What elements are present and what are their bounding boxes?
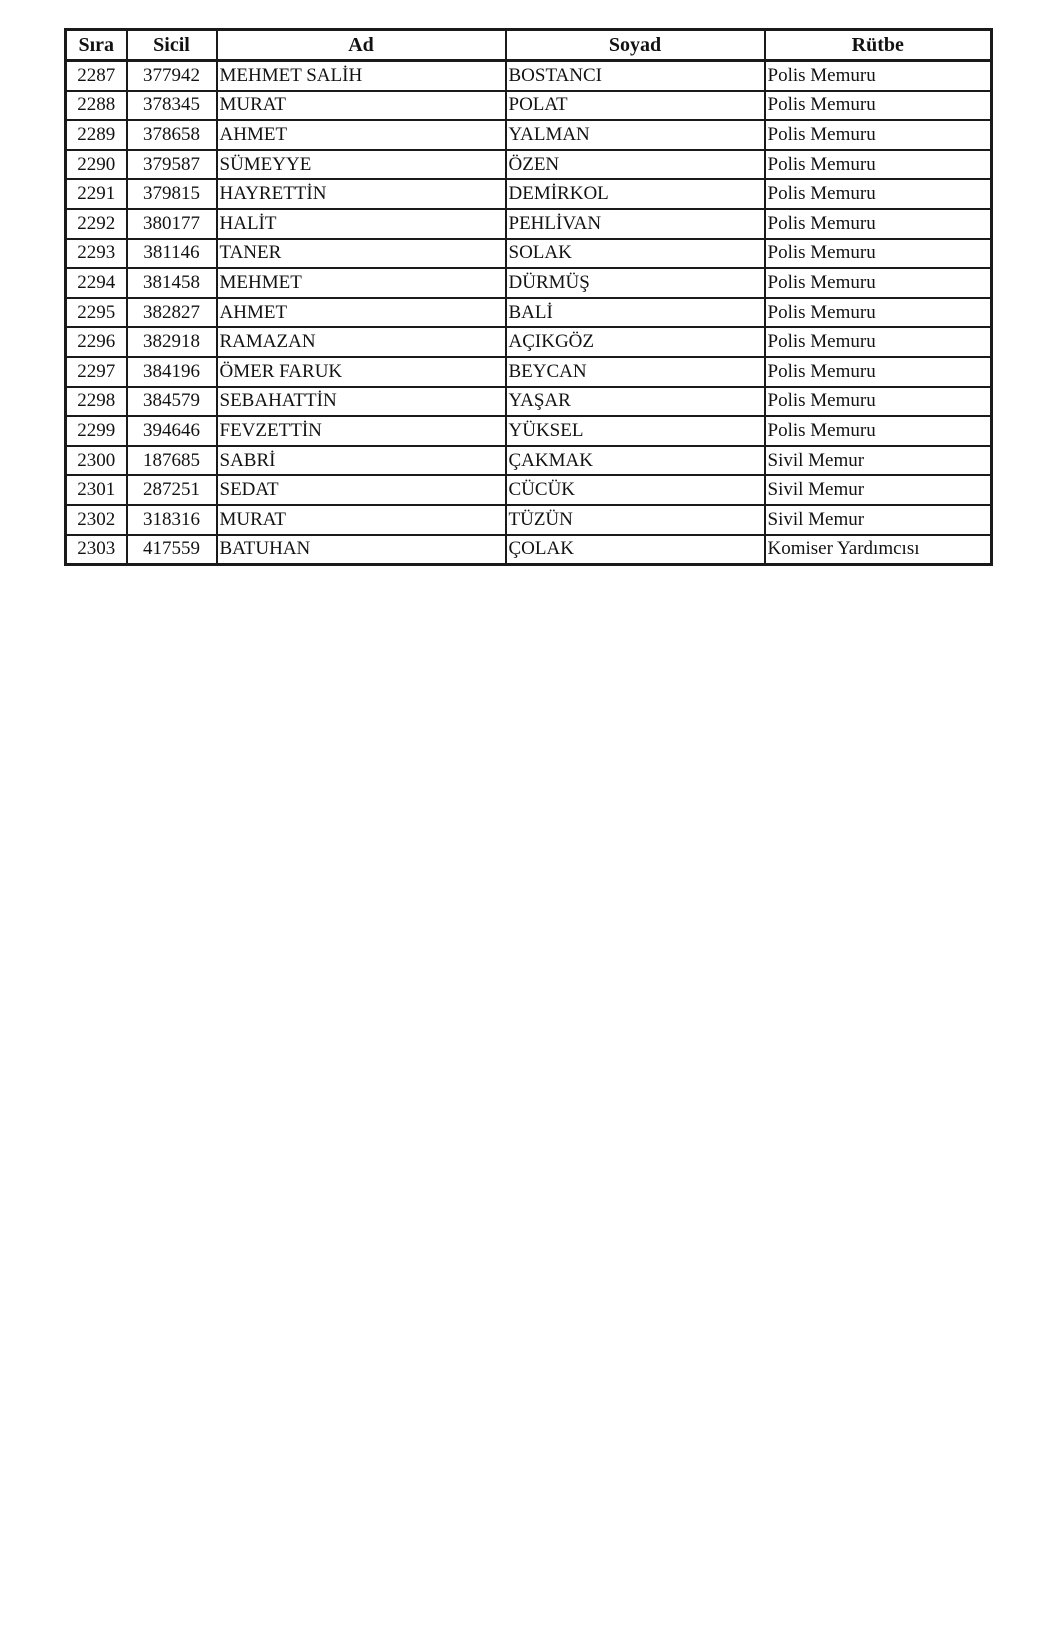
cell-sira: 2295 [66,298,127,328]
cell-rutbe: Polis Memuru [765,298,992,328]
cell-rutbe: Polis Memuru [765,150,992,180]
cell-sira: 2294 [66,268,127,298]
cell-sicil: 380177 [127,209,217,239]
cell-sicil: 394646 [127,416,217,446]
table-row [66,475,992,505]
cell-rutbe: Polis Memuru [765,239,992,269]
cell-sira: 2293 [66,239,127,269]
cell-soyad: ÖZEN [506,150,765,180]
cell-sicil: 384579 [127,387,217,417]
cell-ad: RAMAZAN [217,327,506,357]
cell-soyad: BALİ [506,298,765,328]
table-body [66,61,992,565]
cell-soyad: BOSTANCI [506,61,765,91]
cell-ad: MURAT [217,505,506,535]
table-row [66,61,992,91]
cell-rutbe: Sivil Memur [765,475,992,505]
cell-ad: FEVZETTİN [217,416,506,446]
table-row [66,298,992,328]
cell-sira: 2292 [66,209,127,239]
cell-ad: MURAT [217,91,506,121]
table-row [66,446,992,476]
cell-rutbe: Polis Memuru [765,357,992,387]
cell-soyad: SOLAK [506,239,765,269]
cell-rutbe: Komiser Yardımcısı [765,535,992,565]
cell-sicil: 384196 [127,357,217,387]
cell-soyad: PEHLİVAN [506,209,765,239]
cell-sira: 2287 [66,61,127,91]
cell-sicil: 382918 [127,327,217,357]
table-row [66,209,992,239]
cell-rutbe: Sivil Memur [765,446,992,476]
table-row [66,91,992,121]
cell-ad: SEBAHATTİN [217,387,506,417]
column-header-rutbe: Rütbe [765,30,992,61]
cell-sira: 2300 [66,446,127,476]
cell-sira: 2298 [66,387,127,417]
cell-sicil: 378345 [127,91,217,121]
cell-rutbe: Polis Memuru [765,416,992,446]
table-row [66,239,992,269]
cell-soyad: BEYCAN [506,357,765,387]
cell-soyad: DEMİRKOL [506,179,765,209]
table-row [66,416,992,446]
cell-sira: 2299 [66,416,127,446]
cell-ad: BATUHAN [217,535,506,565]
cell-rutbe: Polis Memuru [765,327,992,357]
cell-ad: AHMET [217,298,506,328]
cell-ad: SABRİ [217,446,506,476]
cell-rutbe: Polis Memuru [765,209,992,239]
cell-ad: TANER [217,239,506,269]
column-header-soyad: Soyad [506,30,765,61]
cell-soyad: ÇAKMAK [506,446,765,476]
cell-rutbe: Polis Memuru [765,91,992,121]
cell-soyad: DÜRMÜŞ [506,268,765,298]
cell-soyad: TÜZÜN [506,505,765,535]
cell-ad: MEHMET SALİH [217,61,506,91]
table-row [66,150,992,180]
table-row [66,327,992,357]
cell-soyad: POLAT [506,91,765,121]
table-header-row [66,30,992,61]
cell-sira: 2289 [66,120,127,150]
cell-sira: 2303 [66,535,127,565]
cell-sicil: 379587 [127,150,217,180]
cell-ad: SÜMEYYE [217,150,506,180]
cell-soyad: YAŞAR [506,387,765,417]
cell-sicil: 381146 [127,239,217,269]
table-row [66,505,992,535]
cell-sicil: 377942 [127,61,217,91]
cell-sicil: 417559 [127,535,217,565]
cell-sicil: 187685 [127,446,217,476]
cell-soyad: YÜKSEL [506,416,765,446]
cell-sira: 2291 [66,179,127,209]
cell-ad: HALİT [217,209,506,239]
table-row [66,179,992,209]
personnel-table [64,28,993,566]
cell-sira: 2297 [66,357,127,387]
cell-rutbe: Polis Memuru [765,387,992,417]
cell-ad: MEHMET [217,268,506,298]
cell-ad: AHMET [217,120,506,150]
cell-sicil: 381458 [127,268,217,298]
table-row [66,535,992,565]
column-header-ad: Ad [217,30,506,61]
cell-sira: 2290 [66,150,127,180]
cell-sicil: 287251 [127,475,217,505]
cell-soyad: ÇOLAK [506,535,765,565]
cell-soyad: YALMAN [506,120,765,150]
table-row [66,268,992,298]
cell-ad: HAYRETTİN [217,179,506,209]
column-header-sicil: Sicil [127,30,217,61]
cell-ad: SEDAT [217,475,506,505]
cell-soyad: CÜCÜK [506,475,765,505]
cell-soyad: AÇIKGÖZ [506,327,765,357]
cell-sira: 2302 [66,505,127,535]
cell-rutbe: Polis Memuru [765,120,992,150]
cell-sicil: 379815 [127,179,217,209]
cell-sicil: 378658 [127,120,217,150]
cell-sicil: 382827 [127,298,217,328]
table-row [66,357,992,387]
table-row [66,387,992,417]
cell-rutbe: Polis Memuru [765,61,992,91]
cell-rutbe: Polis Memuru [765,268,992,298]
cell-sicil: 318316 [127,505,217,535]
cell-sira: 2296 [66,327,127,357]
cell-ad: ÖMER FARUK [217,357,506,387]
table-row [66,120,992,150]
cell-rutbe: Polis Memuru [765,179,992,209]
column-header-sira: Sıra [66,30,127,61]
cell-sira: 2301 [66,475,127,505]
cell-rutbe: Sivil Memur [765,505,992,535]
cell-sira: 2288 [66,91,127,121]
